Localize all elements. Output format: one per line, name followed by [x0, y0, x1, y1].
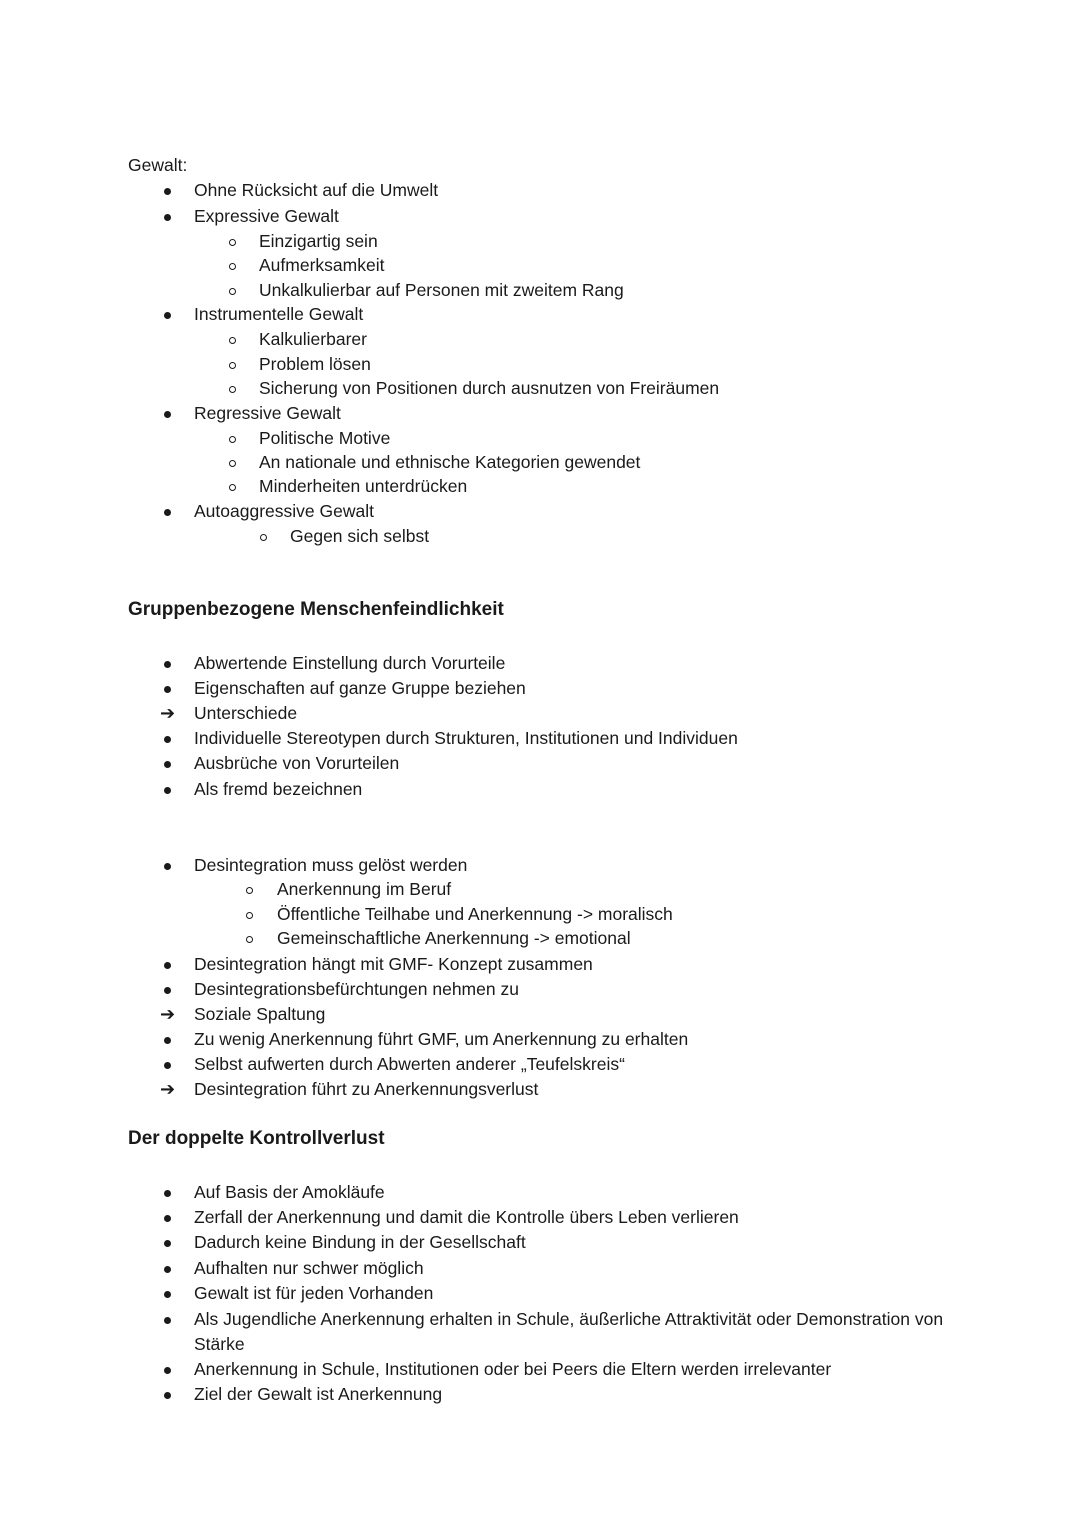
bullet-icon [164, 1266, 171, 1273]
circle-bullet-icon [229, 263, 236, 270]
bullet-icon [164, 312, 171, 319]
bullet-icon [164, 736, 171, 743]
bullet-icon [164, 1317, 171, 1324]
bullet-icon [164, 962, 171, 969]
bullet-icon [164, 1062, 171, 1069]
circle-bullet-icon [229, 239, 236, 246]
circle-bullet-icon [229, 386, 236, 393]
document-page: Gewalt: Ohne Rücksicht auf die Umwelt Expressive Gewalt Einzigartig sein Aufmerksamkeit Unkalkulierbar auf Personen mit zweitem Rang Instrumentelle Gewalt Kalkulierbarer Problem lösen Sicherung von Positionen durch ausnutzen von Freiräumen Regressive Gewalt Politische Motive An nationale und ethnische Kategorien gewendet Minderheiten unterdrücken Autoaggressive Gewalt Gegen sich selbst Gruppenbezogene Menschenfeindlichkeit Abwertende Einstellung durch Vorurteile Eigenschaften auf ganze Gruppe beziehen ➔ Unterschiede Individuelle Stereotypen durch Strukturen, Institutionen und Individuen Ausbrüche von Vorurteilen Als fremd bezeichnen Desintegration muss gelöst werden Anerkennung im Beruf Öffentliche Teilhabe und Anerkennung -> moralisch Gemeinschaftliche Anerkennung -> emotional Desintegration hängt mit GMF- Konzept zusammen Desintegrationsbefürchtungen nehmen zu ➔ Soziale Spaltung Zu wenig Anerkennung führt GMF, um Anerkennung zu erhalten Selbst aufwerten durch Abwerten anderer „Teufelskreis“ ➔ Desintegration führt zu Anerkennungsverlust Der doppelte Kontrollverlust Auf Basis der Amokläufe Zerfall der Anerkennung und damit die Kontrolle übers Leben verlieren Dadurch keine Bindung in der Gesellschaft Aufhalten nur schwer möglich Gewalt ist für jeden Vorhanden Als Jugendliche Anerkennung erhalten in Schule, äußerliche Attraktivität oder Demonstration von Stärke Anerkennung in Schule, Institutionen oder bei Peers die Eltern werden irrelevanter Ziel der Gewalt ist Anerkennung [128, 155, 944, 1404]
circle-bullet-icon [229, 460, 236, 467]
bullet-icon [164, 1037, 171, 1044]
bullet-icon [164, 661, 171, 668]
bullet-icon [164, 1215, 171, 1222]
section-heading-kontrollverlust: Der doppelte Kontrollverlust [128, 1128, 385, 1149]
circle-bullet-icon [246, 887, 253, 894]
arrow-right-icon: ➔ [160, 1079, 176, 1099]
arrow-right-icon: ➔ [160, 1004, 176, 1024]
bullet-icon [164, 1392, 171, 1399]
circle-bullet-icon [229, 288, 236, 295]
bullet-icon [164, 686, 171, 693]
bullet-icon [164, 509, 171, 516]
bullet-icon [164, 761, 171, 768]
bullet-icon [164, 787, 171, 794]
bullet-icon [164, 863, 171, 870]
circle-bullet-icon [229, 484, 236, 491]
bullet-icon [164, 188, 171, 195]
bullet-icon [164, 214, 171, 221]
circle-bullet-icon [229, 362, 236, 369]
bullet-icon [164, 1291, 171, 1298]
circle-bullet-icon [229, 337, 236, 344]
arrow-right-icon: ➔ [160, 703, 176, 723]
circle-bullet-icon [246, 912, 253, 919]
section-heading-gmf: Gruppenbezogene Menschenfeindlichkeit [128, 599, 504, 620]
circle-bullet-icon [229, 436, 236, 443]
bullet-icon [164, 987, 171, 994]
bullet-icon [164, 1367, 171, 1374]
circle-bullet-icon [260, 534, 267, 541]
bullet-icon [164, 1190, 171, 1197]
section-title-gewalt: Gewalt: [128, 155, 188, 175]
circle-bullet-icon [246, 936, 253, 943]
bullet-icon [164, 1240, 171, 1247]
bullet-icon [164, 411, 171, 418]
